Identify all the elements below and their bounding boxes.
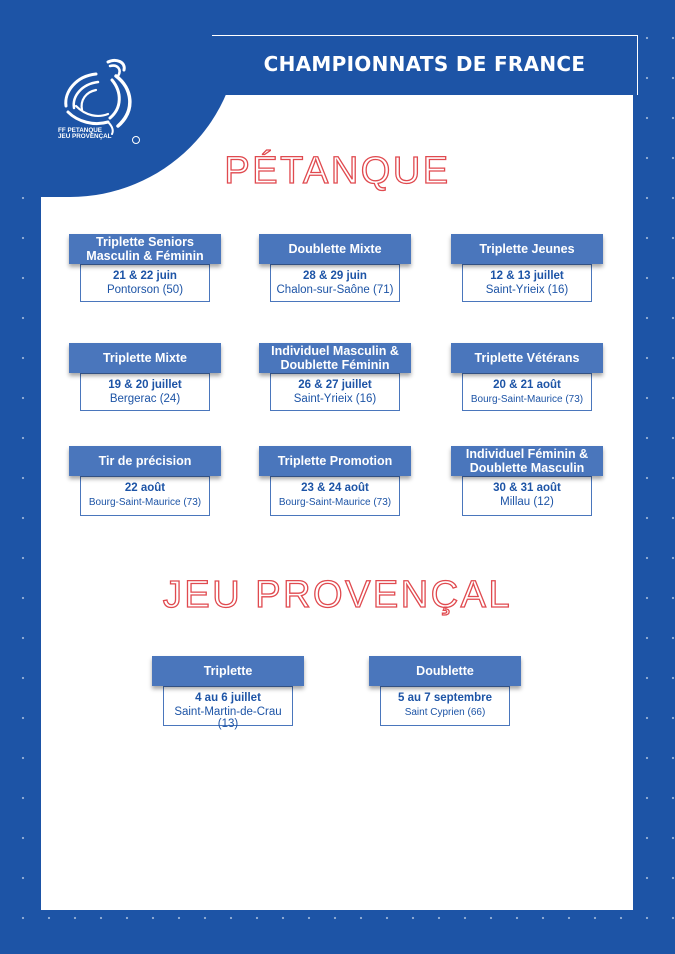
event-date: 23 & 24 août [301, 482, 369, 494]
event-name: Tir de précision [69, 446, 221, 476]
event-place: Chalon-sur-Saône (71) [276, 284, 394, 296]
event-name: Individuel Masculin & Doublette Féminin [259, 343, 411, 373]
event-name: Triplette Promotion [259, 446, 411, 476]
logo-text-line2: JEU PROVENÇAL [58, 133, 112, 140]
event-place: Pontorson (50) [106, 284, 184, 296]
event-details [80, 264, 210, 302]
event-place: Saint-Yrieix (16) [293, 393, 377, 405]
event-name: Triplette Vétérans [451, 343, 603, 373]
event-name: Doublette [369, 656, 521, 686]
event-place: Bourg-Saint-Maurice (73) [470, 394, 584, 405]
event-place: Saint-Martin-de-Crau (13) [174, 706, 282, 730]
event-name: Doublette Mixte [259, 234, 411, 264]
event-date: 30 & 31 août [493, 482, 561, 494]
event-details [380, 686, 510, 726]
event-date: 19 & 20 juillet [108, 379, 182, 391]
page-title: CHAMPIONNATS DE FRANCE [263, 52, 586, 76]
event-place: Bergerac (24) [109, 393, 181, 405]
section-title-petanque: PÉTANQUE [224, 150, 451, 192]
event-place: Millau (12) [500, 496, 554, 508]
event-name: Triplette Jeunes [451, 234, 603, 264]
rooster-logo-icon [56, 56, 146, 148]
event-details [80, 373, 210, 411]
event-details [270, 264, 400, 302]
event-details [80, 476, 210, 516]
event-date: 22 août [124, 482, 166, 494]
event-place: Bourg-Saint-Maurice (73) [88, 497, 202, 508]
event-date: 4 au 6 juillet [195, 692, 261, 704]
event-date: 21 & 22 juin [113, 270, 177, 282]
logo-text-line1: FF PETANQUE [58, 127, 102, 134]
event-name: Triplette Mixte [69, 343, 221, 373]
event-name: Triplette [152, 656, 304, 686]
event-place: Saint-Yrieix (16) [485, 284, 569, 296]
event-date: 26 & 27 juillet [298, 379, 372, 391]
event-details [462, 264, 592, 302]
event-name: Individuel Féminin & Doublette Masculin [451, 446, 603, 476]
event-place: Saint Cyprien (66) [404, 707, 486, 718]
section-title-jeu-provencal: JEU PROVENÇAL [162, 574, 513, 616]
event-date: 5 au 7 septembre [398, 692, 492, 704]
event-place: Bourg-Saint-Maurice (73) [278, 497, 392, 508]
event-details [270, 373, 400, 411]
event-date: 28 & 29 juin [303, 270, 367, 282]
event-details [462, 373, 592, 411]
event-date: 12 & 13 juillet [490, 270, 564, 282]
event-date: 20 & 21 août [493, 379, 561, 391]
header-bar [212, 35, 638, 95]
event-details [270, 476, 400, 516]
event-details [462, 476, 592, 516]
event-details [163, 686, 293, 730]
event-name: Triplette Seniors Masculin & Féminin [69, 234, 221, 264]
